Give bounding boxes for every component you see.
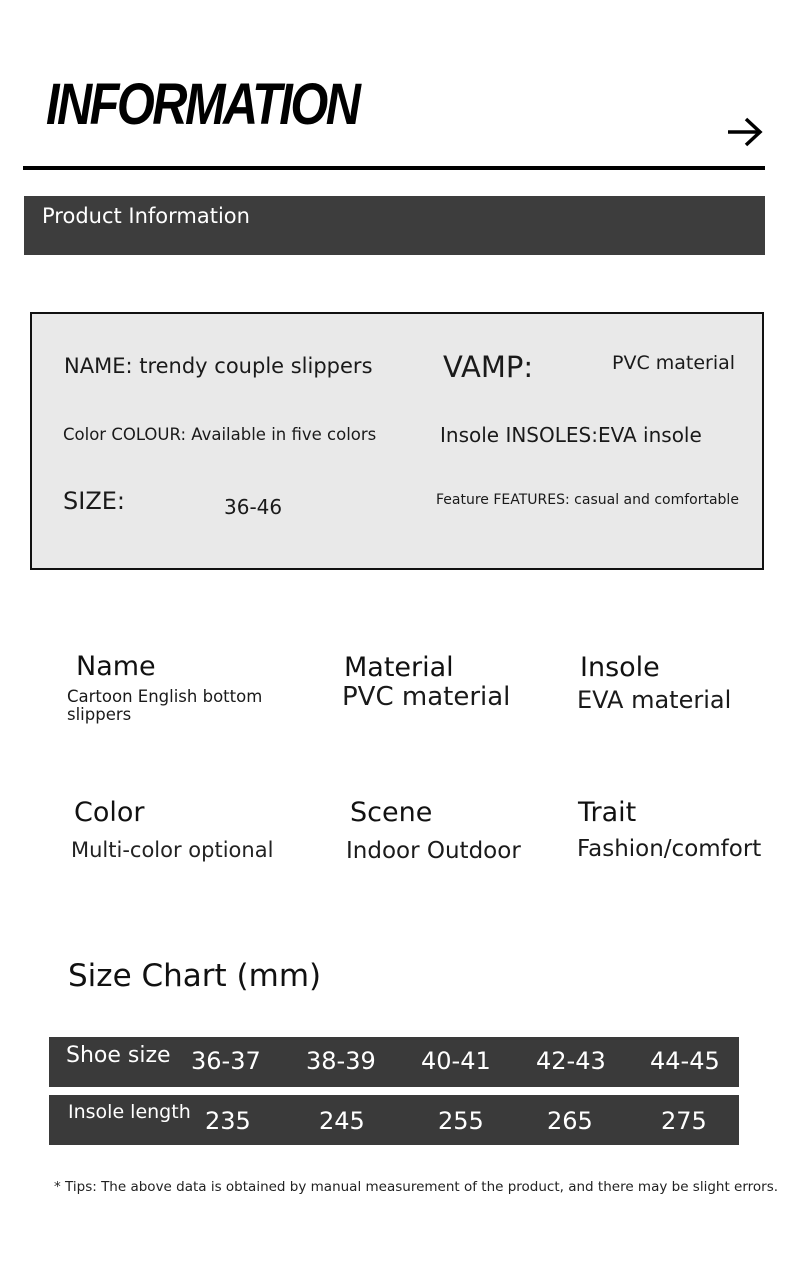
section-header-bar bbox=[24, 196, 765, 255]
info-color: Color COLOUR: Available in five colors bbox=[63, 425, 377, 444]
spec-scene-value: Indoor Outdoor bbox=[346, 838, 521, 864]
section-title: Product Information bbox=[42, 204, 250, 228]
spec-insole-value: EVA material bbox=[577, 686, 732, 714]
arrow-right-icon bbox=[726, 116, 764, 148]
insole-length-cell: 265 bbox=[547, 1107, 593, 1135]
info-feature: Feature FEATURES: casual and comfortable bbox=[436, 492, 739, 508]
spec-material-value: PVC material bbox=[342, 682, 511, 712]
info-vamp-value: PVC material bbox=[612, 352, 736, 374]
header-divider bbox=[23, 166, 765, 170]
shoe-size-cell: 40-41 bbox=[421, 1047, 491, 1075]
tips-note: * Tips: The above data is obtained by manual measurement of the product, and there may be slight errors. bbox=[54, 1179, 779, 1195]
spec-trait-title: Trait bbox=[578, 797, 637, 828]
shoe-size-cell: 42-43 bbox=[536, 1047, 606, 1075]
info-size-label: SIZE: bbox=[63, 487, 126, 515]
spec-scene-title: Scene bbox=[350, 797, 433, 828]
spec-name-title: Name bbox=[76, 651, 156, 682]
spec-name-value: Cartoon English bottom slippers bbox=[67, 687, 263, 724]
insole-length-cell: 235 bbox=[205, 1107, 251, 1135]
shoe-size-cell: 38-39 bbox=[306, 1047, 376, 1075]
shoe-size-cell: 44-45 bbox=[650, 1047, 720, 1075]
spec-insole-title: Insole bbox=[580, 652, 660, 683]
spec-material-title: Material bbox=[344, 652, 454, 683]
insole-length-cell: 275 bbox=[661, 1107, 707, 1135]
info-size-value: 36-46 bbox=[224, 495, 283, 519]
shoe-size-row bbox=[49, 1037, 739, 1087]
info-insole: Insole INSOLES:EVA insole bbox=[440, 423, 702, 447]
spec-color-value: Multi-color optional bbox=[71, 838, 274, 862]
insole-length-cell: 255 bbox=[438, 1107, 484, 1135]
shoe-size-label: Shoe size bbox=[66, 1043, 171, 1068]
page-title: INFORMATION bbox=[46, 72, 359, 137]
info-name: NAME: trendy couple slippers bbox=[64, 354, 373, 378]
spec-color-title: Color bbox=[74, 797, 145, 828]
info-vamp-label: VAMP: bbox=[443, 350, 534, 384]
insole-length-cell: 245 bbox=[319, 1107, 365, 1135]
shoe-size-cell: 36-37 bbox=[191, 1047, 261, 1075]
insole-length-label: Insole length bbox=[68, 1101, 191, 1123]
insole-length-row bbox=[49, 1095, 739, 1145]
size-chart-title: Size Chart (mm) bbox=[68, 958, 322, 994]
spec-trait-value: Fashion/comfort bbox=[577, 836, 762, 862]
